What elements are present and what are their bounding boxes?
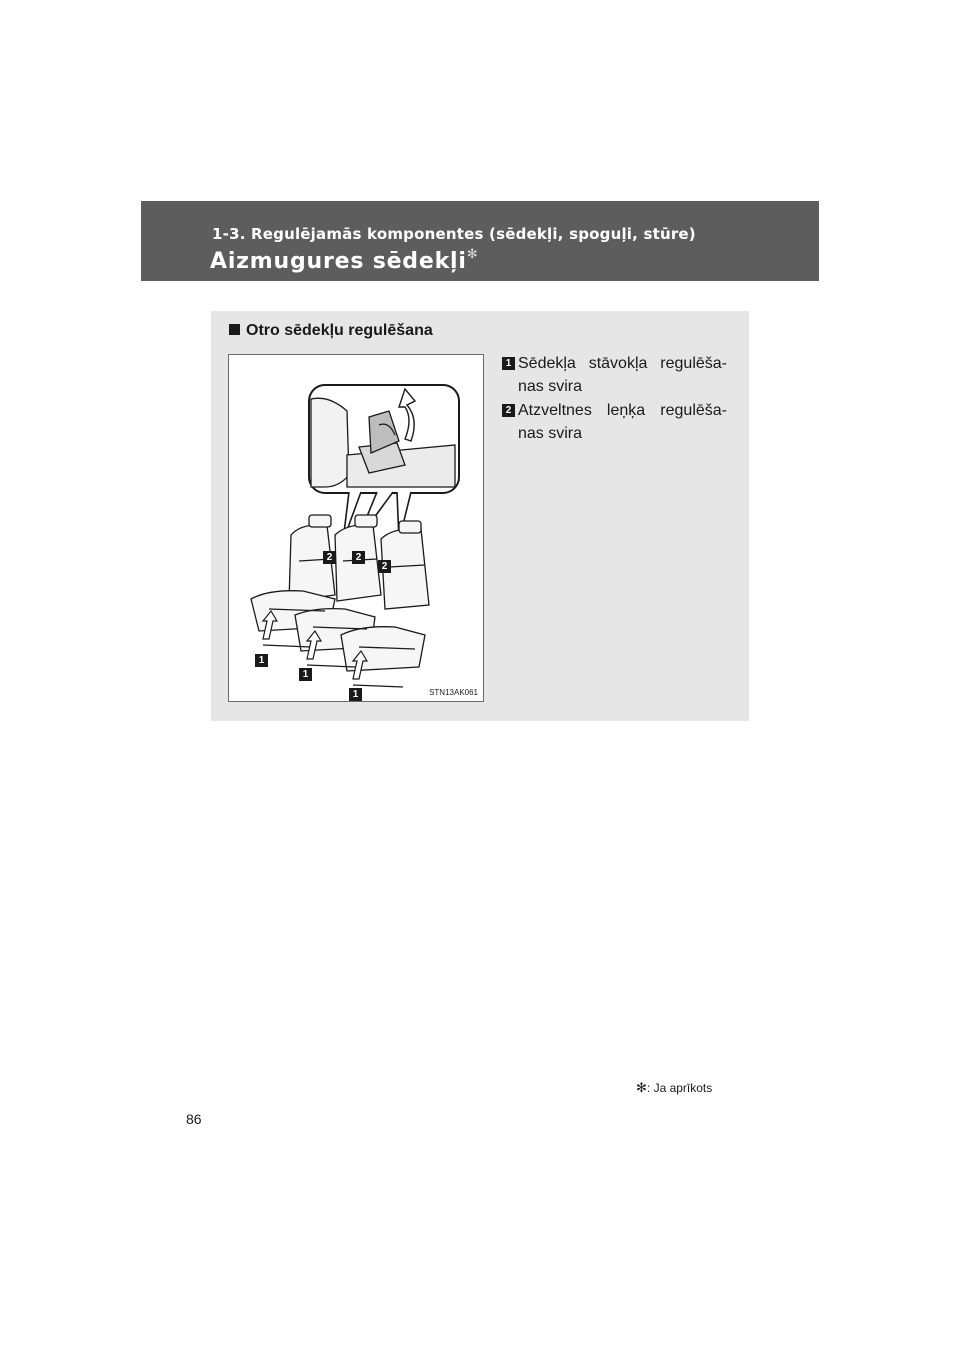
seat-drawing (229, 355, 483, 701)
legend-item-1-line2: nas svira (518, 378, 583, 395)
square-bullet-icon (229, 324, 240, 335)
legend-item-2 (502, 399, 727, 445)
page-title (210, 249, 478, 274)
footnote-text: : Ja aprīkots (646, 1081, 713, 1095)
page-title-text: Aizmugures sēdekļi (210, 249, 467, 274)
legend-item-2-line2: nas svira (518, 425, 583, 442)
subheading (229, 322, 433, 340)
content-panel (211, 311, 749, 721)
callout-2-middle: 2 (352, 551, 365, 564)
callout-1-middle: 1 (299, 668, 312, 681)
section-title: 1-3. Regulējamās komponentes (sēdekļi, spoguļi, stūre) (212, 225, 696, 243)
figure-code: STN13AK061 (429, 688, 478, 697)
callout-1-left: 1 (255, 654, 268, 667)
legend-badge-2: 2 (502, 404, 515, 417)
callout-2-left: 2 (323, 551, 336, 564)
section-header (141, 201, 819, 281)
optional-mark: ✻ (466, 247, 479, 262)
legend-item-2-line1: Atzveltnes leņķa regulēša- (518, 402, 727, 419)
legend-item-1 (502, 352, 727, 398)
callout-2-right: 2 (378, 560, 391, 573)
seat-row (251, 515, 429, 687)
page-number: 86 (186, 1111, 202, 1127)
seat-illustration (228, 354, 484, 702)
callout-1-right: 1 (349, 688, 362, 701)
subheading-text: Otro sēdekļu regulēšana (246, 322, 433, 339)
footnote (636, 1080, 712, 1096)
footnote-mark: ✻ (636, 1080, 647, 1095)
legend-item-1-line1: Sēdekļa stāvokļa regulēša- (518, 355, 727, 372)
legend-badge-1: 1 (502, 357, 515, 370)
